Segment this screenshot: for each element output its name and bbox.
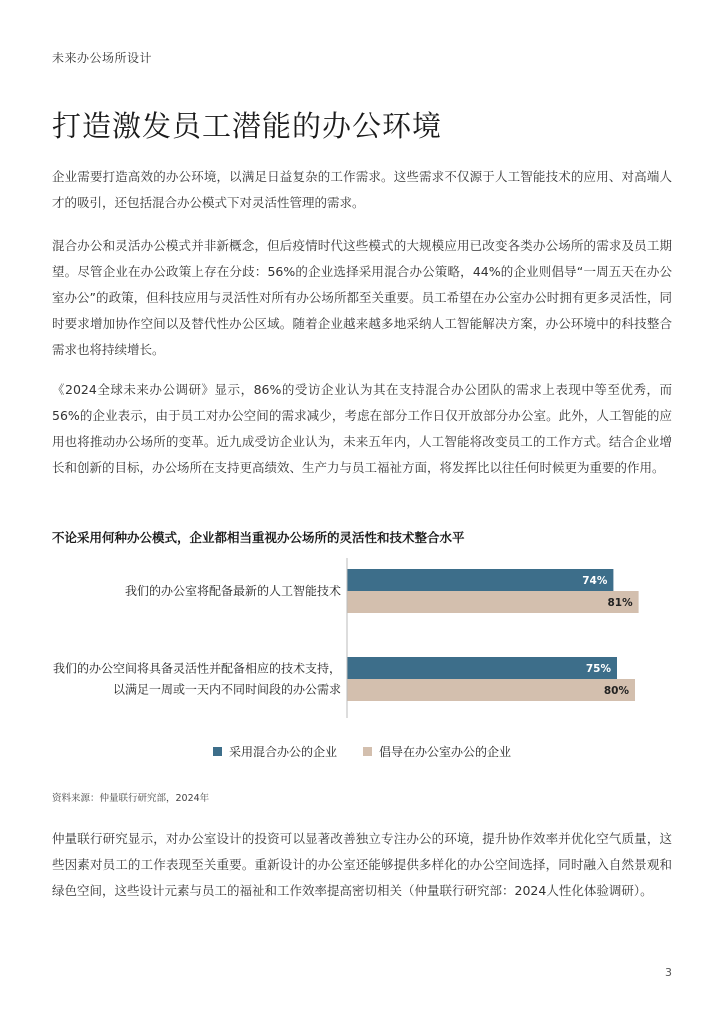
source-note: 资料来源：仲量联行研究部，2024年 <box>52 793 210 804</box>
intro-paragraph: 企业需要打造高效的办公环境，以满足日益复杂的工作需求。这些需求不仅源于人工智能技术的应用、对高端人才的吸引，还包括混合办公模式下对灵活性管理的需求。 <box>52 169 672 210</box>
legend-label-office: 倡导在办公室办公的企业 <box>379 745 512 759</box>
bar-office-1 <box>347 591 639 613</box>
section-header: 未来办公场所设计 <box>52 51 153 65</box>
data-label-hybrid-1: 74% <box>582 575 608 587</box>
legend-swatch-office <box>363 747 372 756</box>
data-label-hybrid-2: 75% <box>585 663 611 675</box>
bar-office-2 <box>347 679 635 701</box>
hybrid-work-paragraph: 混合办公和灵活办公模式并非新概念，但后疫情时代这些模式的大规模应用已改变各类办公场所的需求及员工期望。尽管企业在办公政策上存在分歧：56%的企业选择采用混合办公策略，44%的企业则倡导“一周五天在办公室办公”的政策，但科技应用与灵活性对所有办公场所都至关重要。员工希望在办公室办公时拥有更多灵活性，同时要求增加协作空间以及替代性办公区域。随着企业越来越多地采纳人工智能解决方案，办公环境中的科技整合需求也将持续增长。 <box>52 238 672 357</box>
legend-item-office <box>363 743 511 760</box>
design-investment-paragraph: 仲量联行研究显示，对办公室设计的投资可以显著改善独立专注办公的环境，提升协作效率并优化空气质量，这些因素对员工的工作表现至关重要。重新设计的办公室还能够提供多样化的办公空间选择，同时融入自然景观和绿色空间，这些设计元素与员工的福祉和工作效率提高密切相关（仲量联行研究部：2024人性化体验调研）。 <box>52 831 672 898</box>
category-label-2-line-1: 我们的办公空间将具备灵活性并配备相应的技术支持， <box>52 661 341 676</box>
chart-legend <box>0 743 724 760</box>
data-label-office-2: 80% <box>603 685 629 697</box>
bar-hybrid-1 <box>347 569 613 591</box>
page-title: 打造激发员工潜能的办公环境 <box>52 109 443 143</box>
bar-hybrid-2 <box>347 657 617 679</box>
legend-label-hybrid: 采用混合办公的企业 <box>228 745 337 759</box>
page-number: 3 <box>665 966 672 979</box>
legend-item-hybrid <box>213 743 337 760</box>
data-label-office-1: 81% <box>607 597 633 609</box>
survey-paragraph: 《2024全球未来办公调研》显示，86%的受访企业认为其在支持混合办公团队的需求上表现中等至优秀，而56%的企业表示，由于员工对办公空间的需求减少，考虑在部分工作日仅开放部分办公室。此外，人工智能的应用也将推动办公场所的变革。近九成受访企业认为，未来五年内，人工智能将改变员工的工作方式。结合企业增长和创新的目标，办公场所在支持更高绩效、生产力与员工福祉方面，将发挥比以往任何时候更为重要的作用。 <box>52 382 672 475</box>
category-label-1: 我们的办公室将配备最新的人工智能技术 <box>124 584 341 598</box>
chart-title: 不论采用何种办公模式，企业都相当重视办公场所的灵活性和技术整合水平 <box>52 530 465 545</box>
legend-swatch-hybrid <box>213 747 222 756</box>
bar-chart <box>0 556 724 726</box>
category-label-2-line-2: 以满足一周或一天内不同时间段的办公需求 <box>112 682 341 697</box>
